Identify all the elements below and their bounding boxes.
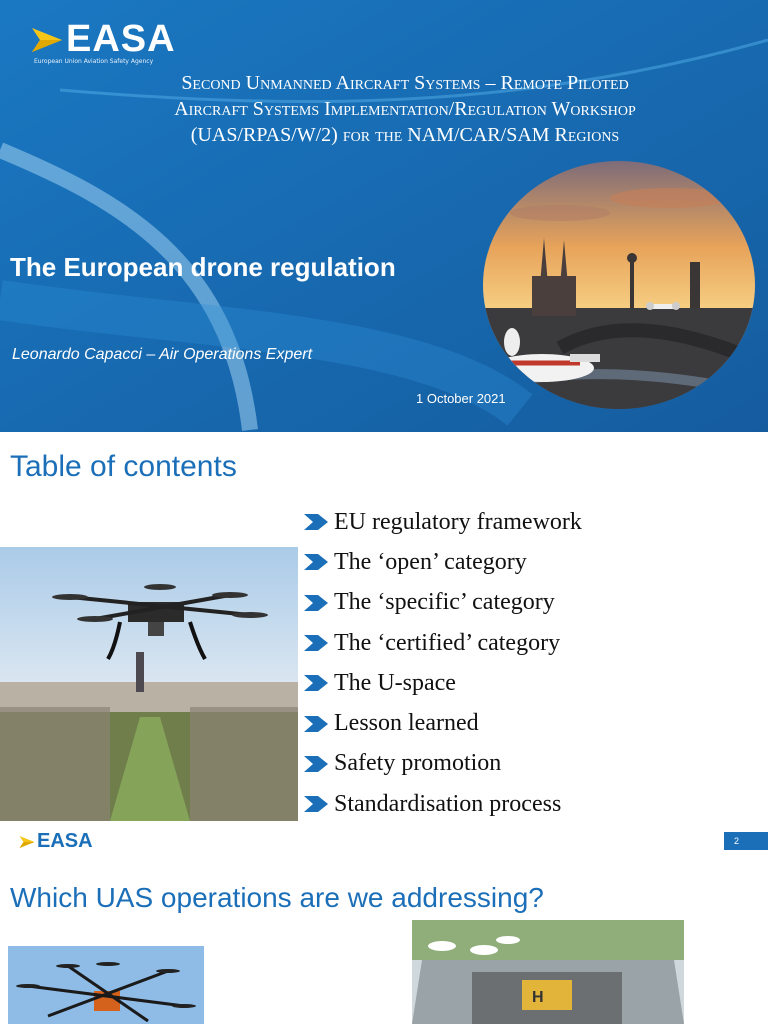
- presenter-name: Leonardo Capacci – Air Operations Expert: [12, 346, 313, 363]
- svg-text:H: H: [532, 989, 544, 1006]
- workshop-line: Aircraft Systems Implementation/Regulation Workshop: [174, 98, 636, 120]
- list-item: [304, 784, 582, 824]
- cologne-skyline-photo: [480, 158, 758, 412]
- chevron-right-icon: [304, 796, 328, 812]
- list-item: [304, 542, 582, 582]
- workshop-line: Second Unmanned Aircraft Systems – Remote Piloted: [181, 72, 629, 94]
- chevron-right-icon: [304, 514, 328, 530]
- presentation-date: 1 October 2021: [416, 391, 506, 406]
- list-item: [304, 663, 582, 703]
- presentation-title: The European drone regulation: [10, 252, 396, 282]
- list-item-label: EU regulatory framework: [334, 508, 582, 535]
- easa-emblem-icon: [30, 24, 64, 56]
- title-slide: [0, 0, 768, 432]
- table-of-contents-slide: [0, 432, 768, 864]
- list-item: [304, 623, 582, 663]
- list-item: [304, 502, 582, 542]
- contents-list: [304, 502, 582, 824]
- list-item: [304, 583, 582, 623]
- list-item: [304, 744, 582, 784]
- footer-logo-text: EASA: [37, 830, 93, 852]
- list-item-label: The ‘specific’ category: [334, 589, 555, 616]
- logo-subtitle: European Union Aviation Safety Agency: [34, 58, 154, 65]
- list-item-label: The ‘certified’ category: [334, 629, 561, 656]
- slide-title: Table of contents: [10, 450, 237, 483]
- slide-title: Which UAS operations are we addressing?: [10, 882, 544, 913]
- easa-logo: [30, 18, 176, 61]
- vertiport-rendering-photo: [412, 920, 684, 1024]
- easa-footer-logo: [18, 830, 93, 853]
- uas-operations-slide: [0, 864, 768, 1024]
- easa-emblem-icon: [18, 834, 36, 850]
- workshop-title: [40, 70, 768, 148]
- chevron-right-icon: [304, 635, 328, 651]
- list-item-label: Standardisation process: [334, 790, 562, 817]
- list-item-label: Safety promotion: [334, 750, 502, 777]
- chevron-right-icon: [304, 756, 328, 772]
- list-item-label: Lesson learned: [334, 710, 479, 737]
- list-item: [304, 703, 582, 743]
- list-item-label: The ‘open’ category: [334, 548, 527, 575]
- page-number: 2: [724, 832, 768, 850]
- chevron-right-icon: [304, 716, 328, 732]
- octocopter-photo: [8, 946, 204, 1024]
- chevron-right-icon: [304, 595, 328, 611]
- logo-text: EASA: [66, 18, 176, 60]
- workshop-line: (UAS/RPAS/W/2) for the NAM/CAR/SAM Regions: [190, 124, 620, 146]
- chevron-right-icon: [304, 675, 328, 691]
- list-item-label: The U-space: [334, 669, 456, 696]
- drone-over-paris-photo: [0, 547, 298, 821]
- chevron-right-icon: [304, 554, 328, 570]
